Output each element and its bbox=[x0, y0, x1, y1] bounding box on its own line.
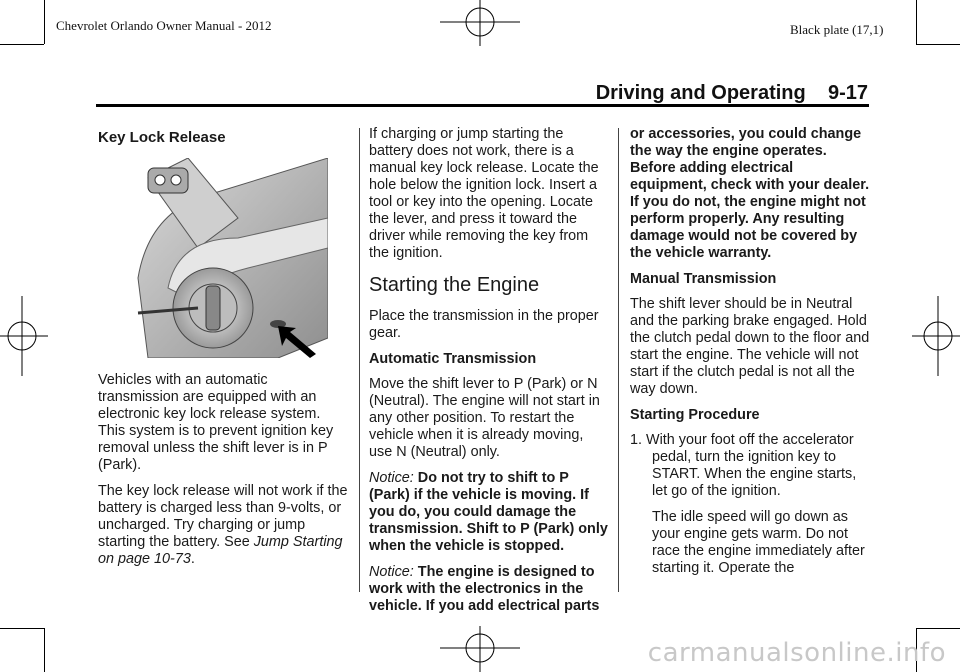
crop-mark bbox=[916, 628, 960, 629]
print-header-left: Chevrolet Orlando Owner Manual - 2012 bbox=[56, 18, 272, 33]
page-number: 9-17 bbox=[827, 82, 868, 104]
subheading-starting-procedure: Starting Procedure bbox=[630, 407, 760, 423]
manual-release-paragraph: If charging or jump starting the battery does not work, there is a manual key lock release. Locate the hole below the ignition lock. Insert a tool or key into the opening. Locate the lever, and press it toward the driver while removing the key from the ignition. bbox=[369, 126, 599, 261]
column-divider bbox=[359, 128, 360, 592]
notice-label: Notice: bbox=[369, 564, 414, 580]
automatic-paragraph: Move the shift lever to P (Park) or N (Neutral). The engine will not start in any other position. To restart the vehicle when it is already moving, use N (Neutral) only. bbox=[369, 376, 600, 460]
notice-2: Notice: The engine is designed to work with the electronics in the vehicle. If you add electrical parts bbox=[369, 564, 600, 614]
crop-mark bbox=[916, 0, 917, 44]
crop-mark bbox=[44, 0, 45, 44]
section-heading: Key Lock Release bbox=[98, 129, 226, 146]
registration-mark-left bbox=[0, 296, 48, 376]
crop-mark bbox=[916, 44, 960, 45]
column-1 bbox=[98, 126, 348, 577]
registration-mark-bottom bbox=[440, 626, 520, 672]
notice-1: Notice: Do not try to shift to P (Park) if the vehicle is moving. If you do, you could damage the transmission. Shift to P (Park) only when the vehicle is stopped. bbox=[369, 470, 608, 554]
subheading-automatic: Automatic Transmission bbox=[369, 351, 537, 367]
column-2 bbox=[369, 126, 609, 624]
page-header bbox=[590, 82, 868, 105]
column-3 bbox=[630, 126, 870, 586]
jump-starting-link[interactable]: Jump Starting on page 10-73 bbox=[98, 534, 343, 567]
crop-mark bbox=[44, 628, 45, 672]
key-lock-paragraph-2: The key lock release will not work if the battery is charged less than 9-volts, or uncharged. Try charging or jump starting the battery. See Jump Starting on page 10-73. bbox=[98, 483, 348, 567]
crop-mark bbox=[0, 44, 44, 45]
registration-mark-right bbox=[912, 296, 960, 376]
step-1-note: The idle speed will go down as your engine gets warm. Do not race the engine immediately after starting it. Operate the bbox=[652, 509, 865, 576]
registration-mark-top bbox=[440, 0, 520, 48]
print-header-right: Black plate (17,1) bbox=[790, 22, 884, 37]
notice-2-continued: or accessories, you could change the way the engine operates. Before adding electrical equipment, check with your dealer. If you do not, the engine might not perform properly. Any resulting damage would not be covered by the vehicle warranty. bbox=[630, 126, 870, 261]
section-heading: Starting the Engine bbox=[369, 274, 540, 296]
proper-gear-paragraph: Place the transmission in the proper gear. bbox=[369, 308, 599, 341]
step-1: 1. With your foot off the accelerator pedal, turn the ignition key to START. When the engine starts, let go of the ignition. bbox=[630, 432, 857, 499]
column-divider bbox=[618, 128, 619, 592]
notice-label: Notice: bbox=[369, 470, 414, 486]
subheading-manual: Manual Transmission bbox=[630, 271, 777, 287]
watermark: carmanualsonline.info bbox=[647, 638, 946, 668]
section-title: Driving and Operating bbox=[595, 82, 806, 104]
header-rule bbox=[96, 104, 869, 107]
ignition-lock-illustration bbox=[128, 158, 328, 358]
key-lock-paragraph-1: Vehicles with an automatic transmission are equipped with an electronic key lock release system. This system is to prevent ignition key removal unless the shift lever is in P (Park). bbox=[98, 372, 334, 473]
crop-mark bbox=[0, 628, 44, 629]
manual-paragraph: The shift lever should be in Neutral and the parking brake engaged. Hold the clutch pedal down to the floor and start the engine. The vehicle will not start if the clutch pedal is not all the way down. bbox=[630, 296, 870, 397]
